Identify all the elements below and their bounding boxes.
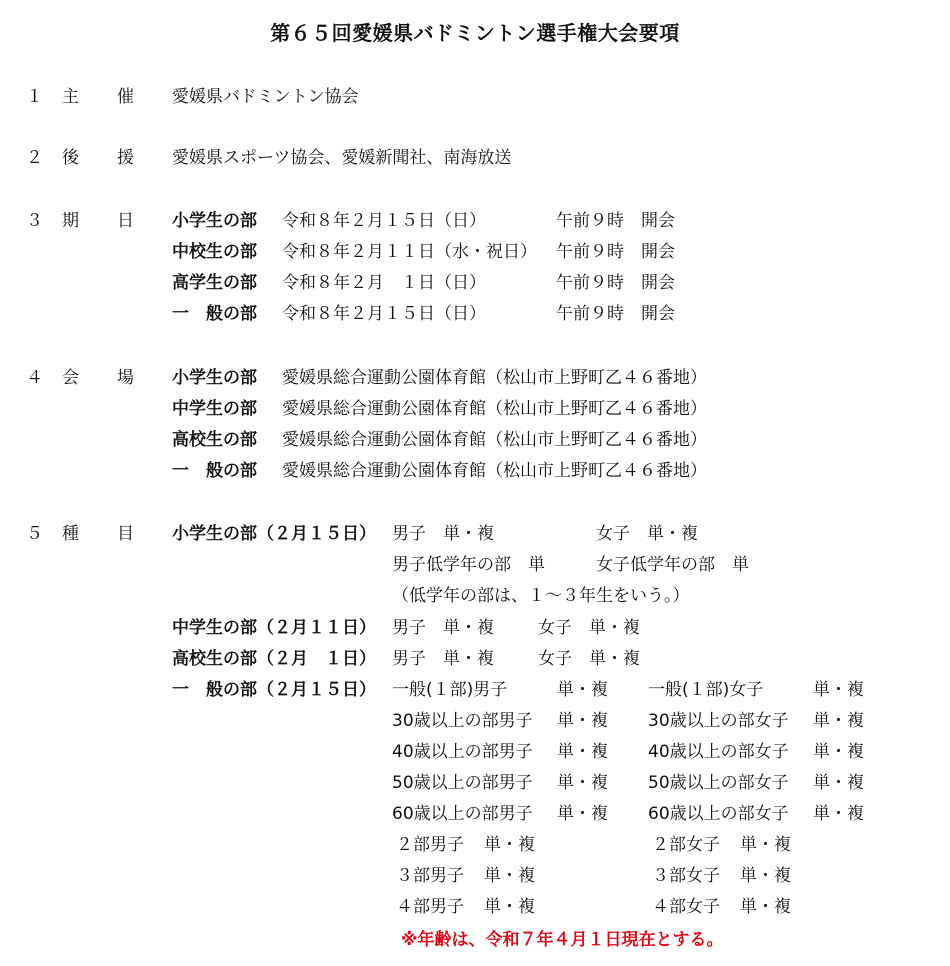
date-value: 令和８年２月１１日（水・祝日） — [282, 242, 537, 262]
event-name: ３部男子 — [396, 866, 464, 886]
event-name: ４部男子 — [396, 897, 464, 917]
event-type: 単・複 — [813, 680, 864, 700]
section-key: 場 — [117, 368, 134, 388]
division-label: 小学生の部（２月１５日） — [172, 524, 376, 544]
venue-value: 愛媛県総合運動公園体育館（松山市上野町乙４６番地） — [282, 368, 707, 388]
division-label: 一 般の部（２月１５日） — [172, 680, 376, 700]
time-value: 午前９時 開会 — [556, 211, 675, 231]
event-type: 単・複 — [484, 835, 535, 855]
event-type: 単・複 — [557, 680, 608, 700]
event-value: 女子低学年の部 単 — [596, 555, 749, 575]
event-type: 単・複 — [557, 773, 608, 793]
support-value: 愛媛県スポーツ協会、愛媛新聞社、南海放送 — [172, 148, 512, 168]
section-key: 目 — [117, 524, 134, 544]
event-name: 一般(１部)女子 — [648, 680, 764, 700]
date-value: 令和８年２月 １日（日） — [282, 273, 486, 293]
venue-value: 愛媛県総合運動公園体育館（松山市上野町乙４６番地） — [282, 461, 707, 481]
date-value: 令和８年２月１５日（日） — [282, 304, 486, 324]
event-value: 男子低学年の部 単 — [392, 555, 545, 575]
event-name: 60歳以上の部女子 — [648, 804, 789, 824]
document-title: 第６５回愛媛県バドミントン選手権大会要項 — [270, 21, 680, 45]
event-note: （低学年の部は、１～３年生をいう。） — [392, 586, 690, 606]
event-name: ３部女子 — [652, 866, 720, 886]
section-number: ４ — [26, 368, 43, 388]
event-name: 50歳以上の部男子 — [392, 773, 533, 793]
time-value: 午前９時 開会 — [556, 304, 675, 324]
division-label: 一 般の部 — [172, 304, 257, 324]
event-type: 単・複 — [813, 711, 864, 731]
section-key: 種 — [62, 524, 79, 544]
time-value: 午前９時 開会 — [556, 273, 675, 293]
section-number: ３ — [26, 211, 43, 231]
division-label: 高校生の部 — [172, 430, 257, 450]
division-label: 中学生の部 — [172, 399, 257, 419]
division-label: 中学生の部（２月１１日） — [172, 618, 376, 638]
event-type: 単・複 — [740, 835, 791, 855]
division-label: 小学生の部 — [172, 211, 257, 231]
section-number: ５ — [26, 524, 43, 544]
event-type: 単・複 — [740, 897, 791, 917]
event-value: 女子 単・複 — [538, 649, 640, 669]
event-value: 男子 単・複 — [392, 618, 494, 638]
venue-value: 愛媛県総合運動公園体育館（松山市上野町乙４６番地） — [282, 430, 707, 450]
event-name: 30歳以上の部女子 — [648, 711, 789, 731]
event-name: 40歳以上の部男子 — [392, 742, 533, 762]
section-key: 後 — [62, 148, 79, 168]
host-value: 愛媛県バドミントン協会 — [172, 87, 359, 107]
date-value: 令和８年２月１５日（日） — [282, 211, 486, 231]
venue-value: 愛媛県総合運動公園体育館（松山市上野町乙４６番地） — [282, 399, 707, 419]
event-type: 単・複 — [557, 742, 608, 762]
section-key: 主 — [62, 87, 79, 107]
event-type: 単・複 — [740, 866, 791, 886]
event-type: 単・複 — [484, 866, 535, 886]
time-value: 午前９時 開会 — [556, 242, 675, 262]
age-note: ※年齢は、令和７年４月１日現在とする。 — [401, 930, 724, 950]
section-key: 援 — [117, 148, 134, 168]
event-value: 女子 単・複 — [596, 524, 698, 544]
event-type: 単・複 — [557, 711, 608, 731]
division-label: 中校生の部 — [172, 242, 257, 262]
event-name: ２部男子 — [396, 835, 464, 855]
event-name: 60歳以上の部男子 — [392, 804, 533, 824]
event-name: 40歳以上の部女子 — [648, 742, 789, 762]
event-value: 女子 単・複 — [538, 618, 640, 638]
section-number: １ — [26, 87, 43, 107]
event-type: 単・複 — [813, 804, 864, 824]
event-name: 50歳以上の部女子 — [648, 773, 789, 793]
event-name: 一般(１部)男子 — [392, 680, 508, 700]
division-label: 小学生の部 — [172, 368, 257, 388]
event-type: 単・複 — [557, 804, 608, 824]
event-name: ２部女子 — [652, 835, 720, 855]
event-value: 男子 単・複 — [392, 649, 494, 669]
event-type: 単・複 — [813, 742, 864, 762]
division-label: 高校生の部（２月 １日） — [172, 649, 376, 669]
event-type: 単・複 — [484, 897, 535, 917]
division-label: 高学生の部 — [172, 273, 257, 293]
division-label: 一 般の部 — [172, 461, 257, 481]
event-name: 30歳以上の部男子 — [392, 711, 533, 731]
section-key: 日 — [117, 211, 134, 231]
event-name: ４部女子 — [652, 897, 720, 917]
section-key: 期 — [62, 211, 79, 231]
event-type: 単・複 — [813, 773, 864, 793]
section-key: 会 — [62, 368, 79, 388]
section-key: 催 — [117, 87, 134, 107]
section-number: ２ — [26, 148, 43, 168]
event-value: 男子 単・複 — [392, 524, 494, 544]
